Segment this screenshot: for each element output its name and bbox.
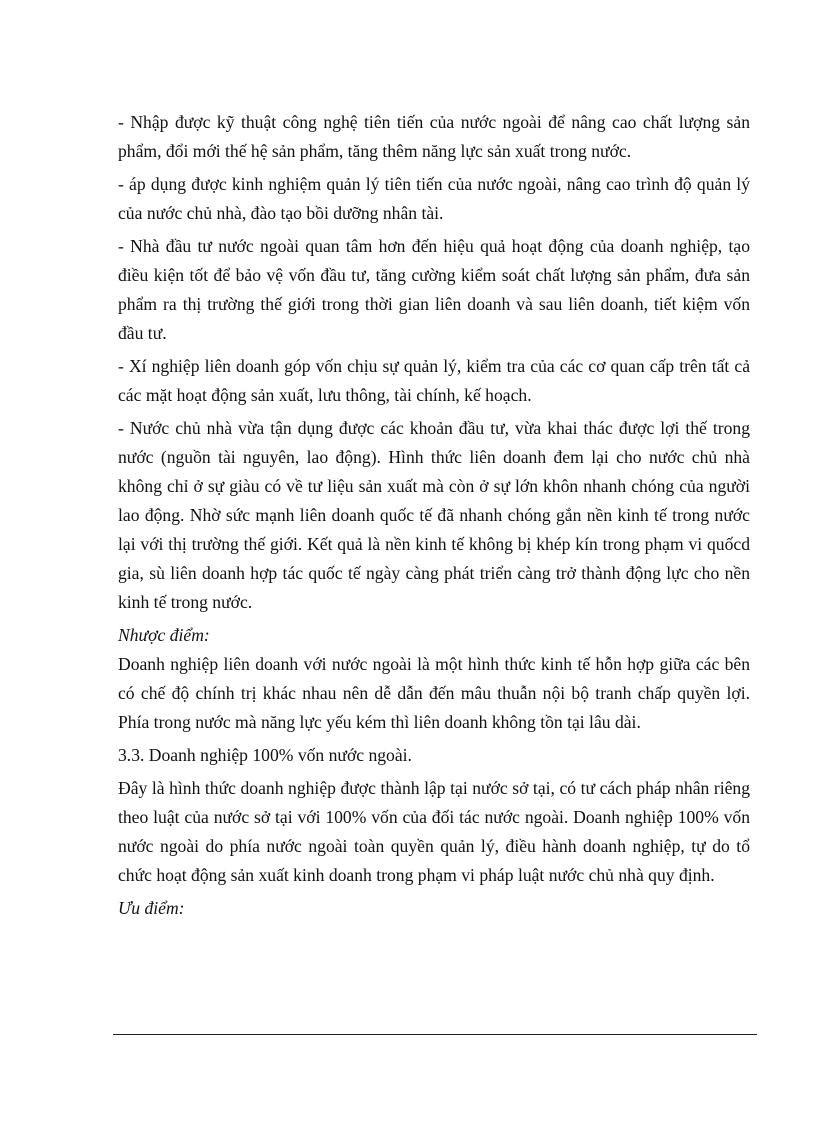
document-page bbox=[118, 108, 750, 923]
advantages-heading: Ưu điểm: bbox=[118, 898, 185, 918]
section-heading-3-3: 3.3. Doanh nghiệp 100% vốn nước ngoài. bbox=[118, 745, 412, 765]
section-paragraph-3-3: Đây là hình thức doanh nghiệp được thành lập tại nước sở tại, có tư cách pháp nhân riêng theo luật của nước sở tại với 100% vốn của đối tác nước ngoài. Doanh nghiệp 100% vốn nước ngoài do phía nước ngoài toàn quyền quản lý, điều hành doanh nghiệp, tự do tổ chức hoạt động sản xuất kinh doanh trong phạm vi pháp luật nước chủ nhà quy định. bbox=[118, 778, 750, 885]
paragraph-technology-transfer: - Nhập được kỹ thuật công nghệ tiên tiến của nước ngoài để nâng cao chất lượng sản phẩm, đổi mới thế hệ sản phẩm, tăng thêm năng lực sản xuất trong nước. bbox=[118, 112, 750, 161]
paragraph-management-experience: - áp dụng được kinh nghiệm quản lý tiên tiến của nước ngoài, nâng cao trình độ quản lý của nước chủ nhà, đào tạo bồi dưỡng nhân tài. bbox=[118, 174, 750, 223]
disadvantages-paragraph: Doanh nghiệp liên doanh với nước ngoài là một hình thức kinh tế hỗn hợp giữa các bên có chế độ chính trị khác nhau nên dễ dẫn đến mâu thuẫn nội bộ tranh chấp quyền lợi. Phía trong nước mà năng lực yếu kém thì liên doanh không tồn tại lâu dài. bbox=[118, 654, 750, 732]
paragraph-investor-interest: - Nhà đầu tư nước ngoài quan tâm hơn đến hiệu quả hoạt động của doanh nghiệp, tạo điều kiện tốt để bảo vệ vốn đầu tư, tăng cường kiểm soát chất lượng sản phẩm, đưa sản phẩm ra thị trường thế giới trong thời gian liên doanh và sau liên doanh, tiết kiệm vốn đầu tư. bbox=[118, 236, 750, 343]
disadvantages-heading: Nhược điểm: bbox=[118, 625, 210, 645]
paragraph-joint-venture-oversight: - Xí nghiệp liên doanh góp vốn chịu sự quản lý, kiểm tra của các cơ quan cấp trên tất cả các mặt hoạt động sản xuất, lưu thông, tài chính, kế hoạch. bbox=[118, 356, 750, 405]
paragraph-host-country-benefits: - Nước chủ nhà vừa tận dụng được các khoản đầu tư, vừa khai thác được lợi thế trong nước (nguồn tài nguyên, lao động). Hình thức liên doanh đem lại cho nước chủ nhà không chỉ ở sự giàu có về tư liệu sản xuất mà còn ở sự lớn khôn nhanh chóng của người lao động. Nhờ sức mạnh liên doanh quốc tế đã nhanh chóng gắn nền kinh tế trong nước lại với thị trường thế giới. Kết quả là nền kinh tế không bị khép kín trong phạm vi quốcd gia, sù liên doanh hợp tác quốc tế ngày càng phát triển càng trở thành động lực cho nền kinh tế trong nước. bbox=[118, 418, 750, 612]
footer-divider bbox=[113, 1034, 757, 1035]
